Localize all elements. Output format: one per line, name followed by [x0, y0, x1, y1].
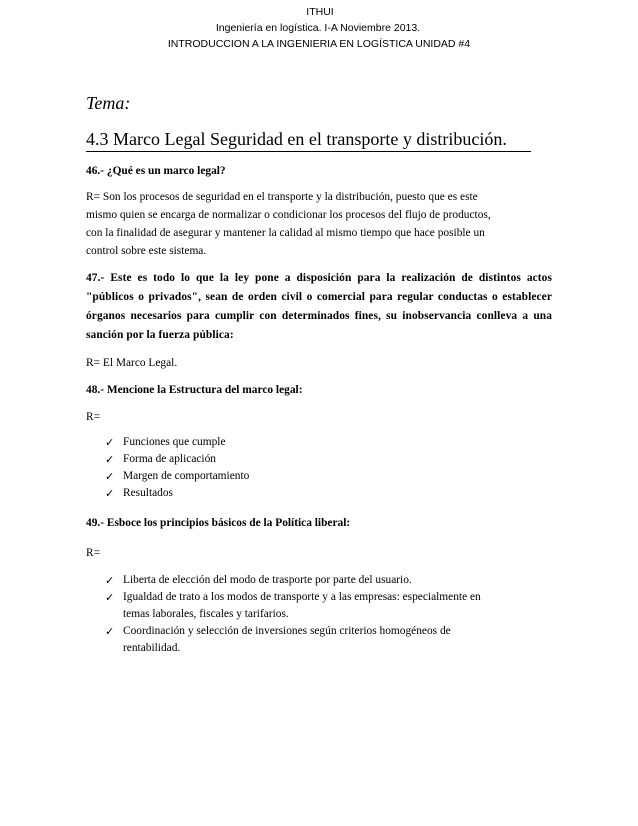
- header-unit: INTRODUCCION A LA INGENIERIA EN LOGÍSTICA UNIDAD #4: [167, 38, 471, 50]
- principles-list: [86, 572, 552, 657]
- document-body: [86, 92, 552, 657]
- checkmark-icon: ✓: [105, 625, 115, 638]
- answer-47: R= El Marco Legal.: [86, 357, 178, 369]
- page-header: [0, 4, 638, 52]
- list-item: ✓ Liberta de elección del modo de trasporte por parte del usuario.: [105, 574, 412, 587]
- checkmark-icon: ✓: [105, 436, 115, 449]
- question-49: 49.- Esboce los principios básicos de la Política liberal:: [86, 517, 351, 529]
- checkmark-icon: ✓: [105, 453, 115, 466]
- subject-title: 4.3 Marco Legal Seguridad en el transporte y distribución.: [86, 128, 531, 152]
- answer-46-line: R= Son los procesos de seguridad en el transporte y la distribución, puesto que es este: [86, 191, 478, 203]
- checkmark-icon: ✓: [105, 591, 115, 604]
- answer-46-line: control sobre este sistema.: [86, 245, 207, 257]
- answer-48-prefix: R=: [86, 411, 101, 423]
- tema-label: Tema:: [86, 93, 131, 113]
- answer-46-line: mismo quien se encarga de normalizar o condicionar los procesos del flujo de productos,: [86, 209, 491, 221]
- list-item: ✓ Igualdad de trato a los modos de transporte y a las empresas: especialmente en temas laborales, fiscales y tarifarios.: [105, 591, 481, 620]
- list-item: ✓ Funciones que cumple: [105, 436, 226, 449]
- list-item: ✓ Resultados: [105, 487, 173, 500]
- checkmark-icon: ✓: [105, 487, 115, 500]
- question-47: 47.- Este es todo lo que la ley pone a disposición para la realización de distintos actos "públicos o privados", sean de orden civil o comercial para regular conductas o establecer órganos necesarios para cumplir con determinados fines, su inobservancia conlleva a una sanción por la fuerza pública:: [86, 272, 552, 341]
- header-course: Ingeniería en logística. I-A Noviembre 2013.: [215, 22, 421, 34]
- answer-49-prefix: R=: [86, 547, 101, 559]
- structure-list: [86, 434, 552, 502]
- header-institution: ITHUI: [306, 6, 334, 18]
- answer-46: [86, 188, 552, 260]
- question-46: 46.- ¿Qué es un marco legal?: [86, 165, 226, 177]
- list-item: ✓ Coordinación y selección de inversiones según criterios homogéneos de rentabilidad.: [105, 625, 451, 654]
- answer-46-line: con la finalidad de asegurar y mantener la calidad al mismo tiempo que hace posible un: [86, 227, 485, 239]
- checkmark-icon: ✓: [105, 574, 115, 587]
- list-item: ✓ Margen de comportamiento: [105, 470, 250, 483]
- checkmark-icon: ✓: [105, 470, 115, 483]
- question-48: 48.- Mencione la Estructura del marco legal:: [86, 384, 303, 396]
- list-item: ✓ Forma de aplicación: [105, 453, 216, 466]
